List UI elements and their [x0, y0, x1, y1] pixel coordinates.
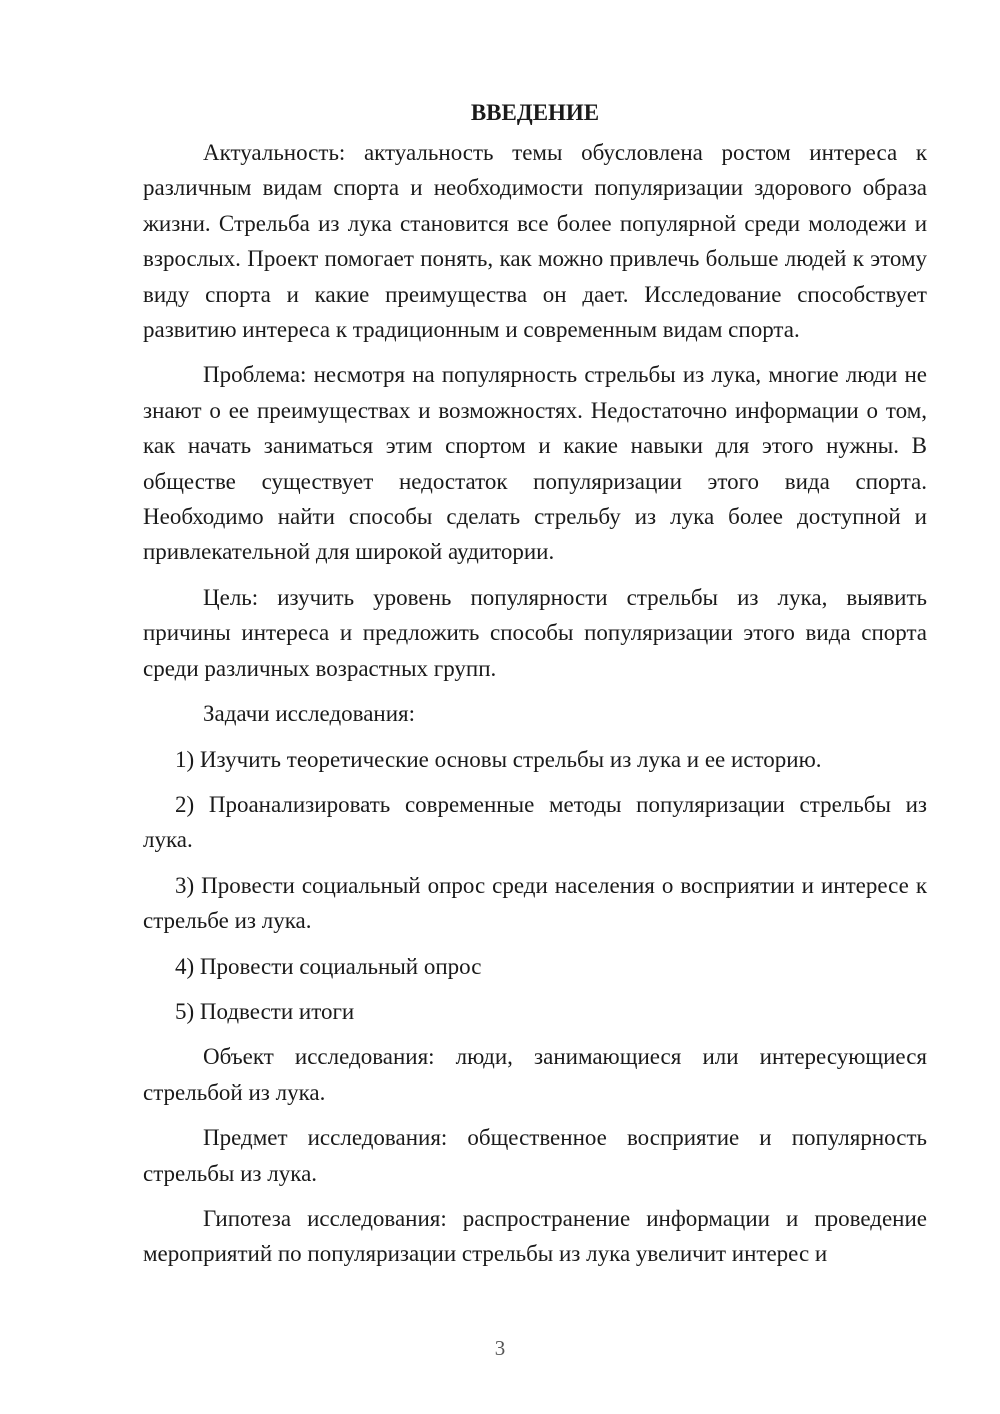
paragraph-relevance: Актуальность: актуальность темы обусловлена ростом интереса к различным видам спорта и необходимости популяризации здорового образа жизни. Стрельба из лука становится все более популярной среди молодежи и взрослых. Проект помогает понять, как можно привлечь больше людей к этому виду спорта и какие преимущества он дает. Исследование способствует развитию интереса к традиционным и современным видам спорта. [143, 140, 927, 343]
paragraph-hypothesis: Гипотеза исследования: распространение информации и проведение мероприятий по популяризации стрельбы из лука увеличит интерес и [143, 1205, 927, 1267]
task-item-1: 1) Изучить теоретические основы стрельбы из лука и ее историю. [175, 746, 822, 772]
paragraph-object: Объект исследования: люди, занимающиеся или интересующиеся стрельбой из лука. [143, 1044, 927, 1105]
task-item-2: 2) Проанализировать современные методы популяризации стрельбы из лука. [143, 791, 927, 853]
paragraph-goal: Цель: изучить уровень популярности стрельбы из лука, выявить причины интереса и предложить способы популяризации этого вида спорта среди различных возрастных групп. [143, 584, 927, 681]
tasks-heading: Задачи исследования: [203, 701, 416, 727]
page-title: ВВЕДЕНИЕ [470, 100, 600, 125]
paragraph-subject: Предмет исследования: общественное восприятие и популярность стрельбы из лука. [143, 1125, 927, 1186]
page-number: 3 [494, 1336, 506, 1360]
task-item-3: 3) Провести социальный опрос среди населения о восприятии и интересе к стрельбе из лука. [143, 872, 927, 934]
task-item-5: 5) Подвести итоги [175, 998, 355, 1024]
paragraph-problem: Проблема: несмотря на популярность стрельбы из лука, многие люди не знают о ее преимуществах и возможностях. Недостаточно информации о том, как начать заниматься этим спортом и какие навыки для этого нужны. В обществе существует недостаток популяризации этого вида спорта. Необходимо найти способы сделать стрельбу из лука более доступной и привлекательной для широкой аудитории. [143, 362, 927, 565]
page-content [143, 95, 927, 1282]
task-item-4: 4) Провести социальный опрос [175, 953, 482, 979]
